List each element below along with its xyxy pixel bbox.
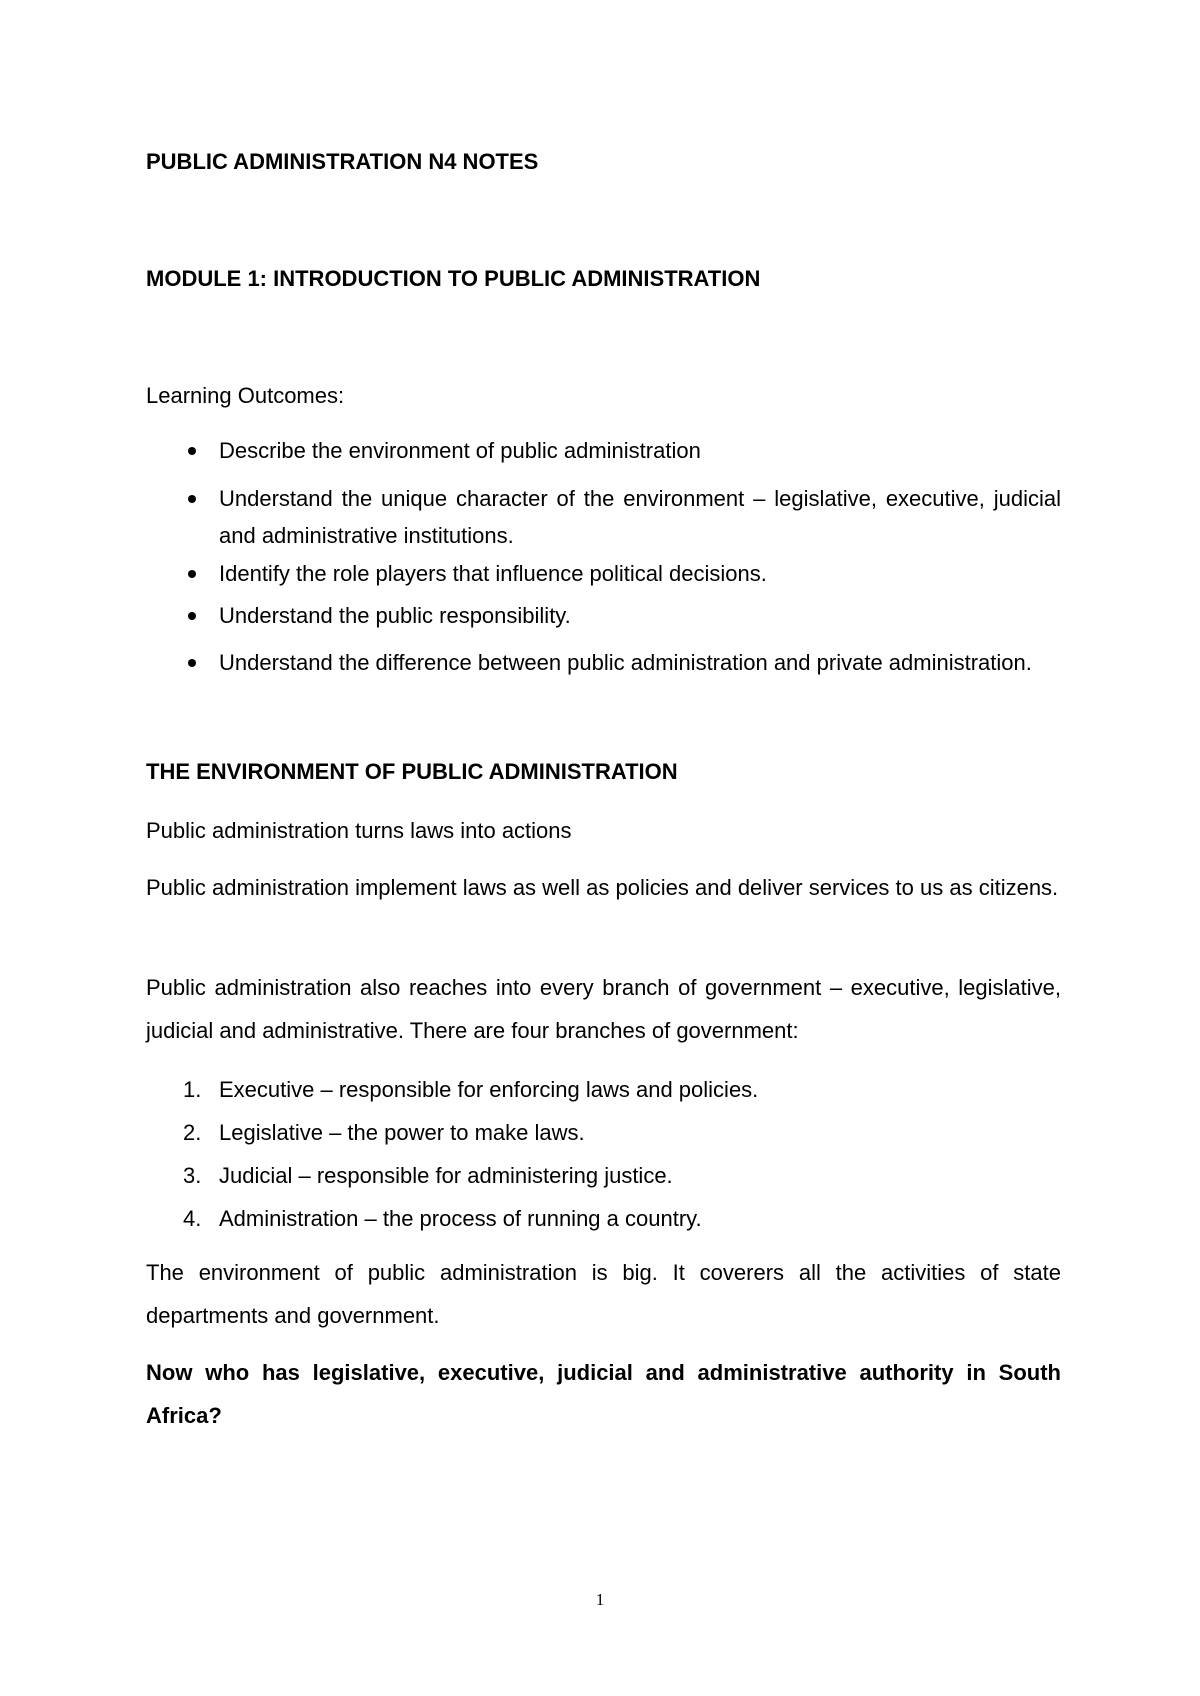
branch-number: 2. (183, 1120, 202, 1145)
branch-item (146, 1154, 1061, 1197)
learning-outcome-item (146, 643, 1061, 682)
learning-outcome-item (146, 480, 1061, 554)
learning-outcomes-label: Learning Outcomes: (146, 383, 345, 408)
branch-number: 3. (183, 1163, 202, 1188)
paragraph: Public administration also reaches into every branch of government – executive, legislative, judicial and administrative. There are four branches of government: (146, 975, 1061, 1043)
learning-outcome-item (146, 436, 1061, 466)
learning-outcome-item (146, 601, 1061, 631)
branch-number: 4. (183, 1206, 202, 1231)
branch-item (146, 1068, 1061, 1111)
section-heading: THE ENVIRONMENT OF PUBLIC ADMINISTRATION (146, 759, 678, 784)
branch-text: Administration – the process of running a country. (219, 1206, 702, 1231)
branch-text: Executive – responsible for enforcing laws and policies. (219, 1077, 759, 1102)
bullet-icon (188, 659, 196, 667)
learning-outcome-text: Identify the role players that influence political decisions. (219, 561, 767, 586)
learning-outcome-text: Understand the unique character of the environment – legislative, executive, judicial and administrative institutions. (219, 486, 1061, 548)
document-title: PUBLIC ADMINISTRATION N4 NOTES (146, 149, 539, 174)
branch-number: 1. (183, 1077, 202, 1102)
branch-item (146, 1111, 1061, 1154)
learning-outcome-text: Understand the difference between public administration and private administration. (219, 650, 1032, 675)
learning-outcome-item (146, 559, 1061, 589)
branch-text: Judicial – responsible for administering justice. (219, 1163, 673, 1188)
paragraph: Public administration turns laws into actions (146, 818, 572, 843)
learning-outcome-text: Describe the environment of public administration (219, 438, 701, 463)
branches-list (146, 1068, 1061, 1240)
branch-text: Legislative – the power to make laws. (219, 1120, 585, 1145)
bullet-icon (188, 612, 196, 620)
paragraph: Public administration implement laws as well as policies and deliver services to us as citizens. (146, 875, 1059, 900)
branch-item (146, 1197, 1061, 1240)
bullet-icon (188, 495, 196, 503)
bullet-icon (188, 447, 196, 455)
learning-outcomes-list (146, 436, 1061, 682)
bullet-icon (188, 570, 196, 578)
learning-outcome-text: Understand the public responsibility. (219, 603, 571, 628)
module-title: MODULE 1: INTRODUCTION TO PUBLIC ADMINISTRATION (146, 266, 761, 291)
closing-paragraph: The environment of public administration is big. It coverers all the activities of state departments and government. (146, 1260, 1061, 1328)
page-number: 1 (595, 1590, 605, 1609)
question-paragraph: Now who has legislative, executive, judicial and administrative authority in South Africa? (146, 1360, 1061, 1428)
